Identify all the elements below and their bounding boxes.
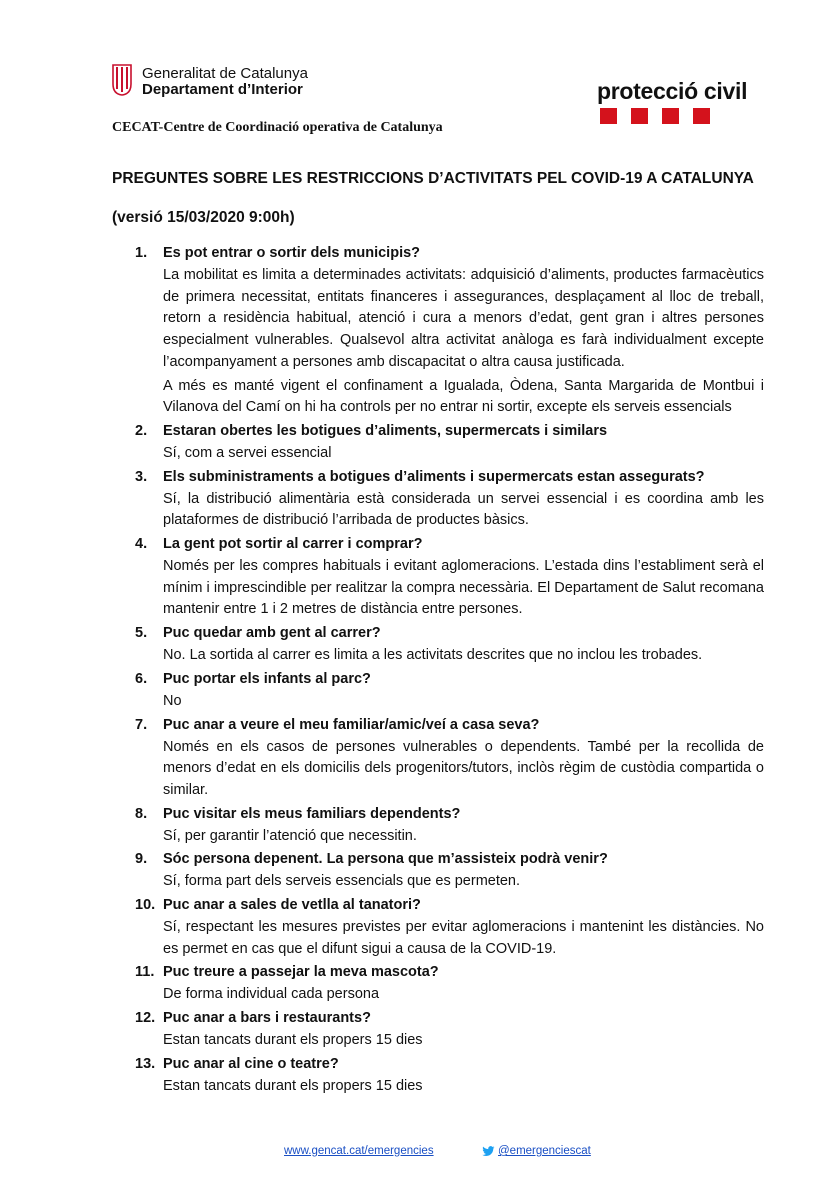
question-item — [112, 467, 764, 532]
red-square-icon — [693, 108, 710, 124]
question-number: 8. — [135, 805, 148, 822]
cecat-heading: CECAT-Centre de Coordinació operativa de Catalunya — [112, 120, 443, 135]
question-item — [112, 962, 764, 1006]
proteccio-civil-title: protecció civil — [597, 78, 748, 104]
twitter-bird-icon — [482, 1146, 495, 1157]
generalitat-shield-icon — [112, 64, 132, 96]
answer-text: A més es manté vigent el confinament a Igualada, Òdena, Santa Margarida de Montbui i Vilanova del Camí on hi ha controls per no entrar ni sortir, excepte els serveis essencials — [163, 377, 764, 416]
question-item — [112, 715, 764, 802]
question-item — [112, 534, 764, 621]
answer-text: Només en els casos de persones vulnerables o dependents. També per la recollida de menors d’edat en els domicilis dels progenitors/tutors, inclòs règim de custòdia compartida o similar. — [163, 738, 764, 798]
question-item — [112, 669, 764, 713]
department-name: Departament d’Interior — [142, 81, 303, 98]
red-square-icon — [631, 108, 648, 124]
question-text: Sóc persona depenent. La persona que m’assisteix podrà venir? — [163, 851, 608, 868]
question-text: Puc anar a bars i restaurants? — [163, 1010, 371, 1027]
question-text: Puc quedar amb gent al carrer? — [163, 625, 381, 642]
question-item — [112, 849, 764, 893]
question-number: 9. — [135, 851, 148, 868]
red-square-icon — [662, 108, 679, 124]
question-text: Puc anar a veure el meu familiar/amic/veí a casa seva? — [163, 716, 540, 733]
answer-text: Sí, forma part dels serveis essencials que es permeten. — [163, 873, 521, 890]
website-link[interactable]: www.gencat.cat/emergencies — [284, 1145, 434, 1157]
question-text: Puc anar a sales de vetlla al tanatori? — [163, 897, 421, 914]
proteccio-civil-logo — [597, 78, 757, 126]
answer-text: Estan tancats durant els propers 15 dies — [163, 1032, 423, 1049]
question-number: 4. — [135, 536, 148, 553]
question-number: 5. — [135, 625, 148, 642]
answer-text: La mobilitat es limita a determinades activitats: adquisició d’aliments, productes farmacèutics de primera necessitat, entitats financeres i assegurances, desplaçament al lloc de treball, retorn a residència habitual, atenció i cura a menors d’edat, gent gran i altres persones especialment vulnerables. Qualsevol altra activitat anàloga es farà individualment excepte l’acompanyament a persones amb discapacitat o altra causa justificada. — [163, 267, 764, 370]
question-number: 13. — [135, 1055, 156, 1072]
question-number: 11. — [135, 964, 155, 981]
question-item — [112, 1054, 764, 1098]
twitter-handle: @emergenciescat — [498, 1145, 591, 1157]
question-text: Es pot entrar o sortir dels municipis? — [163, 245, 421, 261]
answer-text: Sí, com a servei essencial — [163, 444, 332, 461]
question-item — [112, 421, 764, 465]
question-number: 3. — [135, 468, 148, 485]
question-text: Puc anar al cine o teatre? — [163, 1055, 339, 1072]
answer-text: No — [163, 692, 182, 709]
question-item — [112, 623, 764, 667]
question-number: 1. — [135, 245, 148, 261]
question-text: Puc treure a passejar la meva mascota? — [163, 964, 439, 981]
question-text: Puc portar els infants al parc? — [163, 670, 371, 687]
question-text: Estaran obertes les botigues d’aliments, supermercats i similars — [163, 422, 608, 439]
answer-text: No. La sortida al carrer es limita a les activitats descrites que no inclou les trobades. — [163, 647, 703, 664]
question-text: Els subministraments a botigues d’aliments i supermercats estan assegurats? — [163, 468, 705, 485]
question-number: 6. — [135, 670, 148, 687]
answer-text: Sí, per garantir l’atenció que necessitin. — [163, 827, 417, 844]
question-number: 7. — [135, 716, 148, 733]
question-item — [112, 1008, 764, 1052]
question-item — [112, 804, 764, 848]
generalitat-logo — [112, 64, 312, 100]
generalitat-name: Generalitat de Catalunya — [142, 65, 308, 82]
answer-text: Només per les compres habituals i evitant aglomeracions. L’estada dins l’establiment serà el mínim i imprescindible per realitzar la compra necessària. El Departament de Salut recomana mantenir entre 1 i 2 metres de distància entre persones. — [163, 558, 764, 618]
answer-text: De forma individual cada persona — [163, 986, 380, 1003]
question-item — [112, 895, 764, 960]
document-version: (versió 15/03/2020 9:00h) — [112, 209, 295, 226]
answer-text: Estan tancats durant els propers 15 dies — [163, 1077, 423, 1094]
question-text: La gent pot sortir al carrer i comprar? — [163, 536, 423, 553]
question-number: 10. — [135, 897, 156, 914]
question-item — [112, 243, 764, 419]
page-title: PREGUNTES SOBRE LES RESTRICCIONS D’ACTIVITATS PEL COVID-19 A CATALUNYA — [112, 170, 754, 187]
red-square-icon — [600, 108, 617, 124]
answer-text: Sí, respectant les mesures previstes per evitar aglomeracions i mantenint les distàncies. No es permet en cas que el difunt sigui a causa de la COVID-19. — [163, 919, 764, 957]
question-text: Puc visitar els meus familiars dependents? — [163, 805, 461, 822]
questions-list — [112, 243, 764, 1100]
answer-text: Sí, la distribució alimentària està considerada un servei essencial i es coordina amb les plataformes de distribució l’arribada de productes bàsics. — [163, 490, 764, 529]
question-number: 2. — [135, 422, 148, 439]
question-number: 12. — [135, 1010, 156, 1027]
